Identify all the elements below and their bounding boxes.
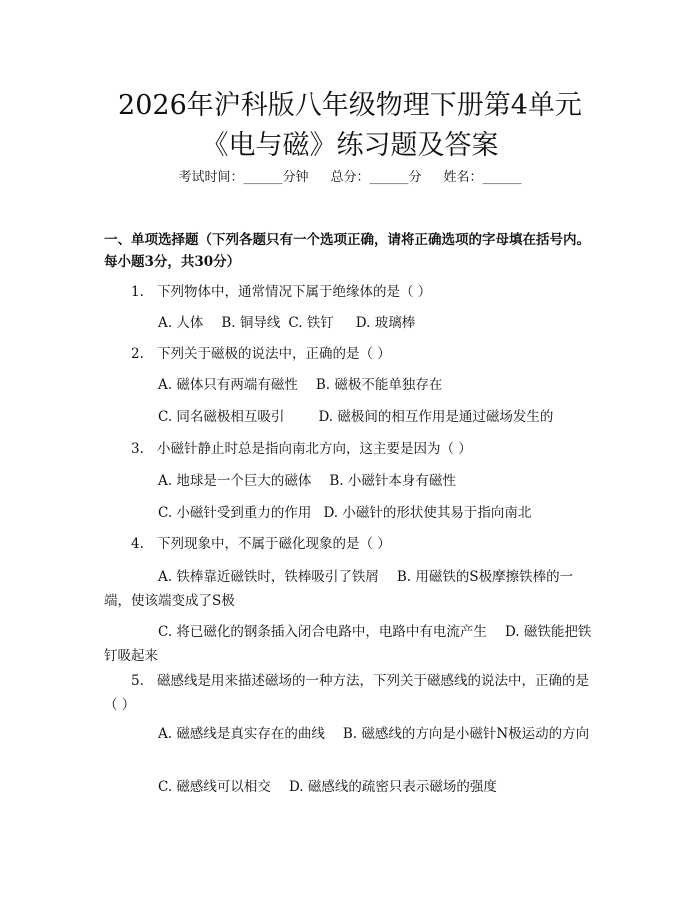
question-4 (131, 533, 391, 555)
option-c: C. 磁感线可以相交 (158, 779, 271, 795)
question-3-options-row1 (158, 470, 456, 492)
option-a: A. 铁棒靠近磁铁时，铁棒吸引了铁屑 (158, 569, 379, 585)
option-a: A. 人体 (158, 315, 204, 331)
option-b: B. 铜导线 (221, 315, 281, 331)
question-5-options-para1 (104, 722, 594, 746)
option-a: A. 磁体只有两端有磁性 (158, 377, 298, 393)
option-c: C. 铁钉 (288, 315, 334, 331)
question-5-options-row2 (158, 776, 497, 798)
option-b: B. 用磁铁的S极摩擦铁棒的一端，使该端变成了S极 (104, 569, 574, 609)
option-d: D. 磁极间的相互作用是通过磁场发生的 (318, 409, 554, 425)
option-a: A. 地球是一个巨大的磁体 (158, 473, 312, 489)
section-heading: 一、单项选择题（下列各题只有一个选项正确，请将正确选项的字母填在括号内。每小题3分，共30分） (104, 232, 590, 270)
option-b: B. 小磁针本身有磁性 (329, 473, 456, 489)
option-a: A. 磁感线是真实存在的曲线 (158, 726, 325, 742)
exam-info (0, 168, 700, 188)
option-d: D. 磁铁能把铁钉吸起来 (104, 624, 592, 664)
question-stem: 小磁针静止时总是指向南北方向，这主要是因为（ ） (157, 441, 472, 457)
question-5 (104, 669, 594, 717)
exam-time: 考试时间：______分钟 (178, 170, 309, 185)
document-title: 2026年沪科版八年级物理下册第4单元《电与磁》练习题及答案 (118, 90, 582, 161)
option-c: C. 将已磁化的钢条插入闭合电路中，电路中有电流产生 (158, 624, 487, 640)
question-2-options-row2 (158, 406, 553, 428)
option-c: C. 同名磁极相互吸引 (158, 409, 285, 425)
option-b: B. 磁感线的方向是小磁针N极运动的方向 (342, 726, 590, 742)
question-number: 1. (131, 284, 144, 300)
question-number: 2. (131, 346, 144, 362)
option-d: D. 小磁针的形状使其易于指向南北 (323, 505, 532, 521)
question-1 (131, 281, 431, 303)
question-2 (131, 343, 391, 365)
question-1-options (158, 312, 415, 334)
question-4-options-para1 (104, 565, 594, 613)
question-number: 4. (131, 536, 144, 552)
question-3 (131, 438, 472, 460)
question-stem: 下列现象中，不属于磁化现象的是（ ） (157, 536, 391, 552)
option-c: C. 小磁针受到重力的作用 (158, 505, 312, 521)
question-number: 3. (131, 441, 144, 457)
question-stem: 磁感线是用来描述磁场的一种方法，下列关于磁感线的说法中，正确的是（ ） (104, 673, 589, 713)
option-b: B. 磁极不能单独存在 (315, 377, 443, 393)
option-d: D. 玻璃棒 (355, 315, 416, 331)
question-3-options-row2 (158, 502, 531, 524)
question-stem: 下列关于磁极的说法中，正确的是（ ） (157, 346, 391, 362)
question-number: 5. (131, 673, 144, 689)
question-4-options-para2 (104, 620, 594, 668)
student-name: 姓名：______ (443, 170, 522, 185)
question-stem: 下列物体中，通常情况下属于绝缘体的是（ ） (157, 284, 432, 300)
option-d: D. 磁感线的疏密只表示磁场的强度 (288, 779, 497, 795)
question-2-options-row1 (158, 374, 442, 396)
total-score: 总分：______分 (330, 170, 422, 185)
